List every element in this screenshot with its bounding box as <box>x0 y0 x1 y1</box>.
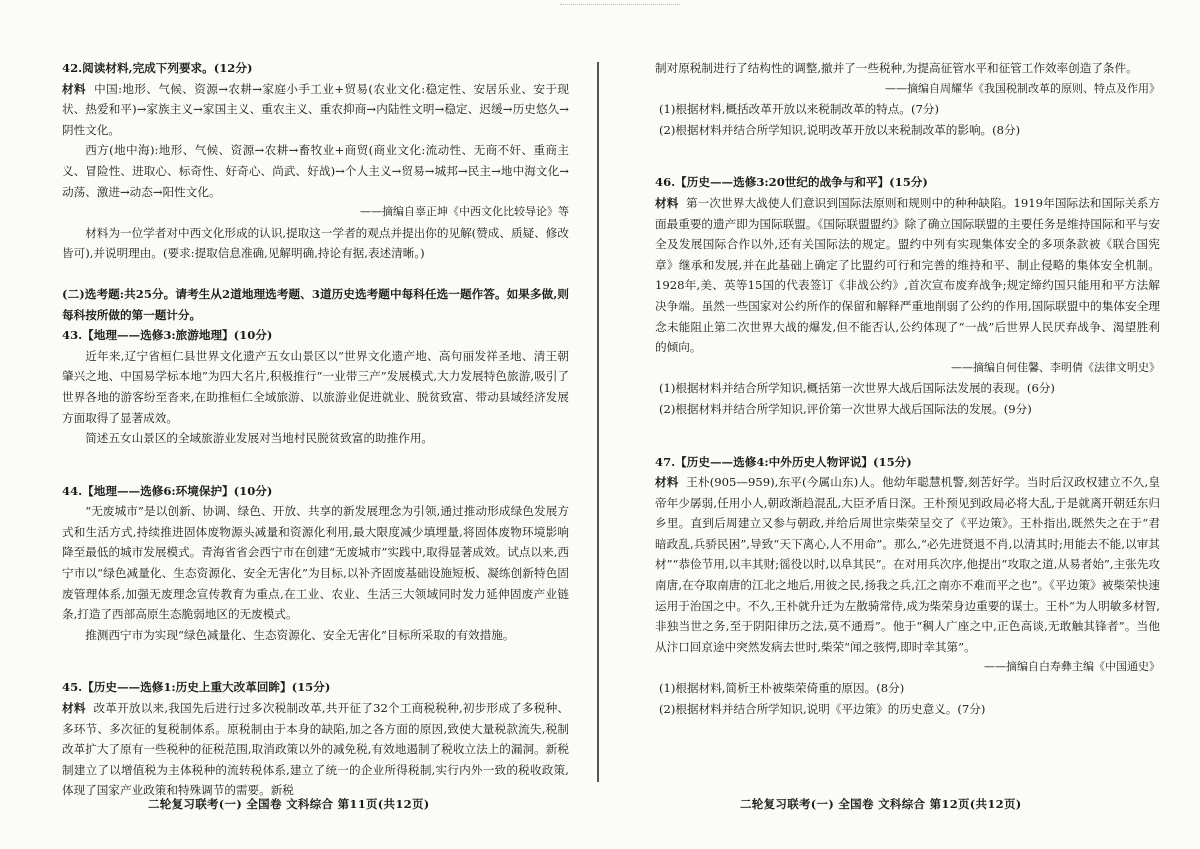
q47-body <box>655 472 1160 657</box>
footer-page-12: 二轮复习联考(一) 全国卷 文科综合 第12页(共12页) <box>740 797 1022 811</box>
q47-sub2: (2)根据材料并结合所学知识,说明《平边策》的历史意义。(7分) <box>659 701 986 716</box>
q45-sub2: (2)根据材料并结合所学知识,说明改革开放以来税制改革的影响。(8分) <box>659 122 1021 137</box>
footer-page-11: 二轮复习联考(一) 全国卷 文科综合 第11页(共12页) <box>148 797 430 811</box>
q45-continued: 制对原税制进行了结构性的调整,撤并了一些税种,为提高征管水平和征管工作效率创造了条件。 <box>655 61 1138 75</box>
q42-material-label: 材料 <box>62 81 86 96</box>
q42-prompt: 材料为一位学者对中西文化形成的认识,提取这一学者的观点并提出你的见解(赞成、质疑、修改皆可),并说明理由。(要求:提取信息准确,见解明确,持论有据,表述清晰。) <box>62 225 569 261</box>
q42-east-text: 中国:地形、气候、资源→农耕→家庭小手工业+贸易(农业文化:稳定性、安居乐业、安于现状、热爱和平)→家族主义→家国主义、重农主义、重农抑商→内陆性文明→稳定、迟缓→历史悠久→阴性文化。 <box>62 81 569 137</box>
q44-prompt: 推测西宁市为实现“绿色减量化、生态资源化、安全无害化”目标所采取的有效措施。 <box>85 627 515 642</box>
q43-title: 43.【地理——选修3:旅游地理】(10分) <box>62 328 273 343</box>
q46-material-label: 材料 <box>655 195 679 210</box>
q45-body-text: 改革开放以来,我国先后进行过多次税制改革,共开征了32个工商税税种,初步形成了多税种、多环节、多次征的复税制体系。原税制由于本身的缺陷,加之各方面的原因,致使大量税款流失,税制改革扩大了原有一些税种的征税范围,取消政策以外的减免税,有效地遏制了税收立法上的漏洞。新税制建立了以增值税为主体税种的流转税体系,建立了统一的企业所得税制,实行内外一致的税收政策,体现了国家产业政策和特殊调节的需要。新税 <box>62 701 569 798</box>
q44-title: 44.【地理——选修6:环境保护】(10分) <box>62 483 273 498</box>
q45-title: 45.【历史——选修1:历史上重大改革回眸】(15分) <box>62 680 331 695</box>
q44-body: “无废城市”是以创新、协调、绿色、开放、共享的新发展理念为引领,通过推动形成绿色发展方式和生活方式,持续推进固体废物源头减量和资源化利用,最大限度减少填埋量,将固体废物环境影响降至最低的城市发展模式。青海省省会西宁市在创建“无废城市”实践中,取得显著成效。试点以来,西宁市以“绿色减量化、生态资源化、安全无害化”为目标,以补齐固废基础设施短板、凝练创新特色固废管理体系,加强无废理念宣传教育为重点,在工业、农业、生活三大领域同时发力延伸固废产业链条,打造了西部高原生态脆弱地区的无废模式。 <box>62 504 569 622</box>
page-11 <box>0 0 597 849</box>
q46-body <box>655 193 1160 358</box>
q43-body: 近年来,辽宁省桓仁县世界文化遗产五女山景区以“世界文化遗产地、高句丽发祥圣地、清王朝肇兴之地、中国易学标本地”为四大名片,积极推行“一业带三产”发展模式,大力发展特色旅游,吸引了世界各地的游客纷至沓来,在助推桓仁全域旅游、以旅游业促进就业、脱贫致富、带动县域经济发展方面取得了显著成效。 <box>62 348 569 425</box>
q47-sub1: (1)根据材料,简析王朴被柴荣倚重的原因。(8分) <box>659 681 905 696</box>
q42-west: 西方(地中海):地形、气候、资源→农耕→畜牧业+商贸(商业文化:流动性、无商不奸、重商主义、冒险性、进取心、标奇性、好奇心、尚武、好战)→个人主义→贸易→城邦→民主→地中海文化→动荡、激进→动态→阳性文化。 <box>62 143 569 199</box>
q45-source: ——摘编自周耀华《我国税制改革的原则、特点及作用》 <box>885 81 1160 95</box>
q47-title: 47.【历史——选修4:中外历史人物评说】(15分) <box>655 454 912 469</box>
q42-title: 42.阅读材料,完成下列要求。(12分) <box>62 61 253 75</box>
q46-source: ——摘编自何佳馨、李明倩《法律文明史》 <box>951 360 1160 374</box>
q45-body <box>62 698 569 801</box>
section2-heading: (二)选考题:共25分。请考生从2道地理选考题、3道历史选考题中每科任选一题作答。如果多做,则每科按所做的第一题计分。 <box>62 286 569 322</box>
page-divider <box>597 62 599 782</box>
q46-title: 46.【历史——选修3:20世纪的战争与和平】(15分) <box>655 175 928 190</box>
q47-source: ——摘编自白寿彝主编《中国通史》 <box>984 660 1160 674</box>
q43-prompt: 简述五女山景区的全域旅游业发展对当地村民脱贫致富的助推作用。 <box>85 431 434 446</box>
q45-material-label: 材料 <box>62 701 86 716</box>
q46-sub1: (1)根据材料并结合所学知识,概括第一次世界大战后国际法发展的表现。(6分) <box>659 381 1055 396</box>
q46-sub2: (2)根据材料并结合所学知识,评价第一次世界大战后国际法的发展。(9分) <box>659 401 1032 416</box>
page-12 <box>603 0 1200 849</box>
q42-east <box>62 79 569 141</box>
q46-body-text: 第一次世界大战使人们意识到国际法原则和规则中的种种缺陷。1919年国际法和国际关系方面最重要的遗产即为国际联盟。《国际联盟盟约》除了确立国际联盟的主要任务是维持国际和平与安全及发展国际合作以外,还有关国际法的规定。盟约中列有实现集体安全的多项条款被《联合国宪章》继承和发展,并在此基础上确定了比盟约可行和完善的维持和平、制止侵略的集体安全机制。1928年,美、英等15国的代表签订《非战公约》,首次宣布废弃战争;规定缔约国只能用和平方法解决争端。虽然一些国家对公约所作的保留和解释严重地削弱了公约的作用,国际联盟中的集体安全理念未能阻止第二次世界大战的爆发,但不能否认,公约体现了“一战”后世界人民厌弃战争、渴望胜利的倾向。 <box>655 195 1160 355</box>
q42-source: ——摘编自辜正坤《中西文化比较导论》等 <box>360 205 569 219</box>
q47-body-text: 王朴(905—959),东平(今属山东)人。他幼年聪慧机警,刻苦好学。当时后汉政权建立不久,皇帝年少孱弱,任用小人,朝政渐趋混乱,大臣矛盾日深。王朴预见到政局必将大乱,于是就离开朝廷东归乡里。直到后周建立又参与朝政,并给后周世宗柴荣呈交了《平边策》。王朴指出,既然失之在于“君暗政乱,兵骄民困”,导致“天下离心,人不用命”。那么,“必先进贤退不肖,以清其时;用能去不能,以审其材”“恭俭节用,以丰其财;徭役以时,以阜其民”。在对用兵次序,他提出“攻取之道,从易者始”,主张先攻南唐,在夺取南唐的江北之地后,用彼之民,扬我之兵,江之南亦不难而平之也”。《平边策》被柴荣快速运用于治国之中。不久,王朴就升迁为左散骑常侍,成为柴荣身边重要的谋士。王朴“为人明敏多材智,非独当世之务,至于阴阳律历之法,莫不通焉”。他于“稠人广座之中,正色高谈,无敢触其锋者”。当他从汴口回京途中突然发病去世时,柴荣“闻之骇愕,即时幸其第”。 <box>655 475 1160 654</box>
q45-sub1: (1)根据材料,概括改革开放以来税制改革的特点。(7分) <box>659 102 940 117</box>
q47-material-label: 材料 <box>655 475 679 490</box>
